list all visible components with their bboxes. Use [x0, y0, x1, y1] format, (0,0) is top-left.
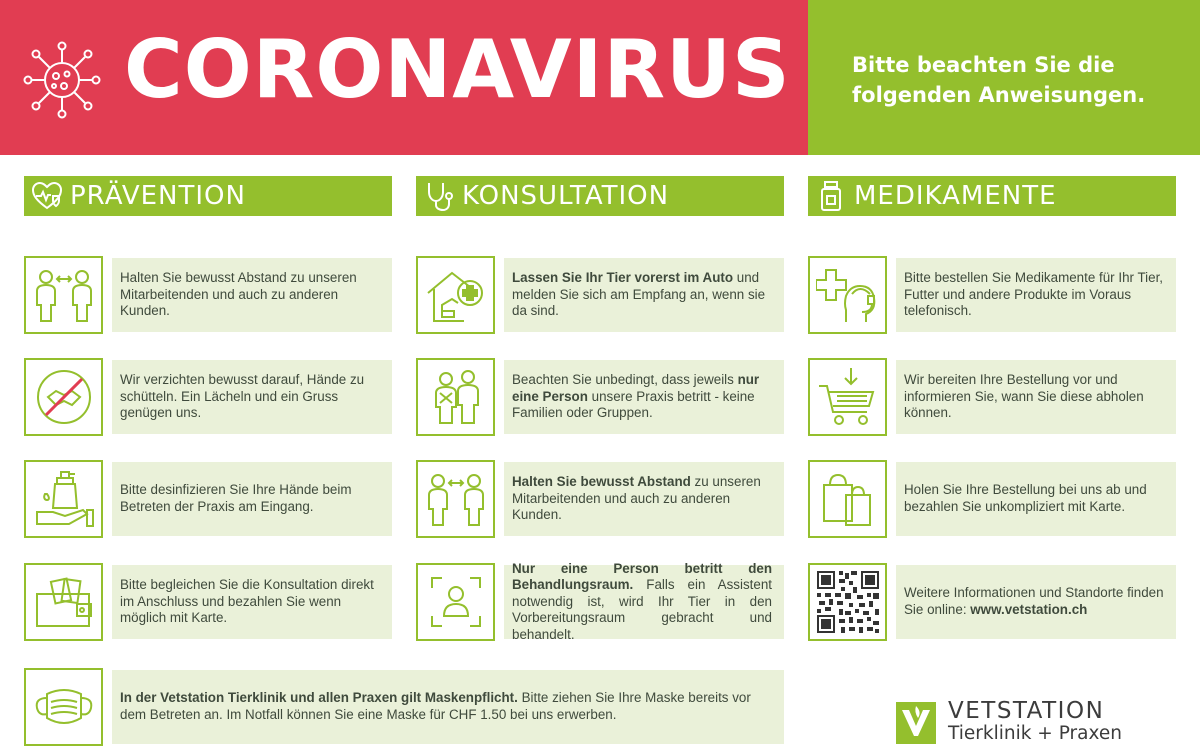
item-text — [896, 258, 1176, 332]
item-body: Bitte begleichen Sie die Konsultation direkt im Anschluss und bezahlen Sie wenn möglich mit Karte. — [120, 577, 374, 626]
heading-text: MEDIKAMENTE — [854, 181, 1057, 211]
item-text — [896, 565, 1176, 639]
item-body: Beachten Sie unbedingt, dass jeweils — [512, 372, 738, 388]
person-focus-icon — [416, 563, 495, 641]
item-text — [112, 565, 392, 639]
logo-tagline: Tierklinik + Praxen — [948, 723, 1122, 744]
list-item — [416, 358, 784, 436]
item-bold: nur eine Person — [512, 372, 760, 404]
shopping-bags-icon — [808, 460, 887, 538]
qr-code-icon[interactable] — [808, 563, 887, 641]
item-text — [504, 462, 784, 536]
heading-praevention — [24, 176, 392, 216]
website-link[interactable]: www.vetstation.ch — [970, 602, 1088, 617]
logo-name: VETSTATION — [948, 698, 1105, 724]
item-text — [504, 560, 784, 642]
list-item — [808, 358, 1176, 436]
no-handshake-icon — [24, 358, 103, 436]
list-item — [24, 256, 392, 334]
item-text — [504, 258, 784, 332]
item-body: Wir verzichten bewusst darauf, Hände zu schütteln. Ein Lächeln und ein Gruss genügen uns. — [120, 372, 365, 421]
item-bold: Lassen Sie Ihr Tier vorerst im Auto — [512, 270, 734, 286]
list-item — [808, 460, 1176, 538]
item-body: Bitte desinfizieren Sie Ihre Hände beim Betreten der Praxis am Eingang. — [120, 482, 352, 514]
item-body-2: unsere Praxis betritt - keine Familien oder Gruppen. — [512, 388, 755, 421]
list-item — [416, 460, 784, 538]
item-text — [112, 360, 392, 434]
page-title: CORONAVIRUS — [124, 23, 791, 116]
item-text — [504, 360, 784, 434]
item-body: Bitte ziehen Sie Ihre Maske bereits vor dem Betreten an. Im Notfall können Sie eine Maske für CHF 1.50 bei uns erwerben. — [120, 690, 751, 722]
item-text — [896, 360, 1176, 434]
stethoscope-icon — [416, 176, 462, 216]
item-text — [112, 258, 392, 332]
list-item — [24, 358, 392, 436]
medicine-bottle-icon — [808, 176, 854, 216]
heading-konsultation — [416, 176, 784, 216]
item-body: zu unseren Mitarbeitenden und auch zu anderen Kunden. — [512, 474, 761, 523]
item-body: Holen Sie Ihre Bestellung bei uns ab und bezahlen Sie unkompliziert mit Karte. — [904, 482, 1147, 514]
distance-people-icon — [24, 256, 103, 334]
wallet-cards-icon — [24, 563, 103, 641]
item-body: Falls ein Assistent notwendig ist, wird Ihr Tier in den Vorbereitungsraum gebracht und behandelt. — [512, 577, 772, 642]
single-person-icon — [416, 358, 495, 436]
item-body: Wir bereiten Ihre Bestellung vor und informieren Sie, wann Sie diese abholen können. — [904, 372, 1144, 421]
heading-text: KONSULTATION — [462, 181, 670, 211]
list-item — [24, 563, 392, 641]
list-item — [808, 256, 1176, 334]
heading-medikamente — [808, 176, 1176, 216]
mask-notice — [24, 668, 784, 746]
header-banner — [0, 0, 808, 155]
face-mask-icon — [24, 668, 103, 746]
distance-people-icon — [416, 460, 495, 538]
phone-support-icon — [808, 256, 887, 334]
hand-sanitizer-icon — [24, 460, 103, 538]
virus-icon — [22, 40, 102, 120]
item-body: Weitere Informationen und Standorte finden Sie online: — [904, 585, 1164, 617]
item-bold: Halten Sie bewusst Abstand — [512, 474, 691, 490]
item-text — [896, 462, 1176, 536]
item-bold: Nur eine Person betritt den Behandlungsraum. — [512, 560, 772, 593]
vetstation-logo — [896, 700, 1186, 746]
list-item — [416, 560, 784, 642]
list-item — [24, 460, 392, 538]
heading-text: PRÄVENTION — [70, 181, 246, 211]
item-text — [112, 670, 784, 744]
page-subtitle: Bitte beachten Sie die folgenden Anweisungen. — [852, 53, 1146, 107]
item-body: Bitte bestellen Sie Medikamente für Ihr Tier, Futter und andere Produkte im Voraus telefonisch. — [904, 270, 1164, 319]
item-body: Halten Sie bewusst Abstand zu unseren Mitarbeitenden und auch zu anderen Kunden. — [120, 270, 357, 319]
item-text — [112, 462, 392, 536]
item-bold: In der Vetstation Tierklinik und allen Praxen gilt Maskenpflicht. — [120, 690, 518, 706]
heart-shield-icon — [24, 176, 70, 216]
list-item — [808, 563, 1176, 641]
vetstation-logo-mark-icon — [896, 702, 936, 744]
clinic-car-icon — [416, 256, 495, 334]
shopping-cart-icon — [808, 358, 887, 436]
list-item — [416, 256, 784, 334]
item-body: und melden Sie sich am Empfang an, wenn sie da sind. — [512, 270, 766, 319]
